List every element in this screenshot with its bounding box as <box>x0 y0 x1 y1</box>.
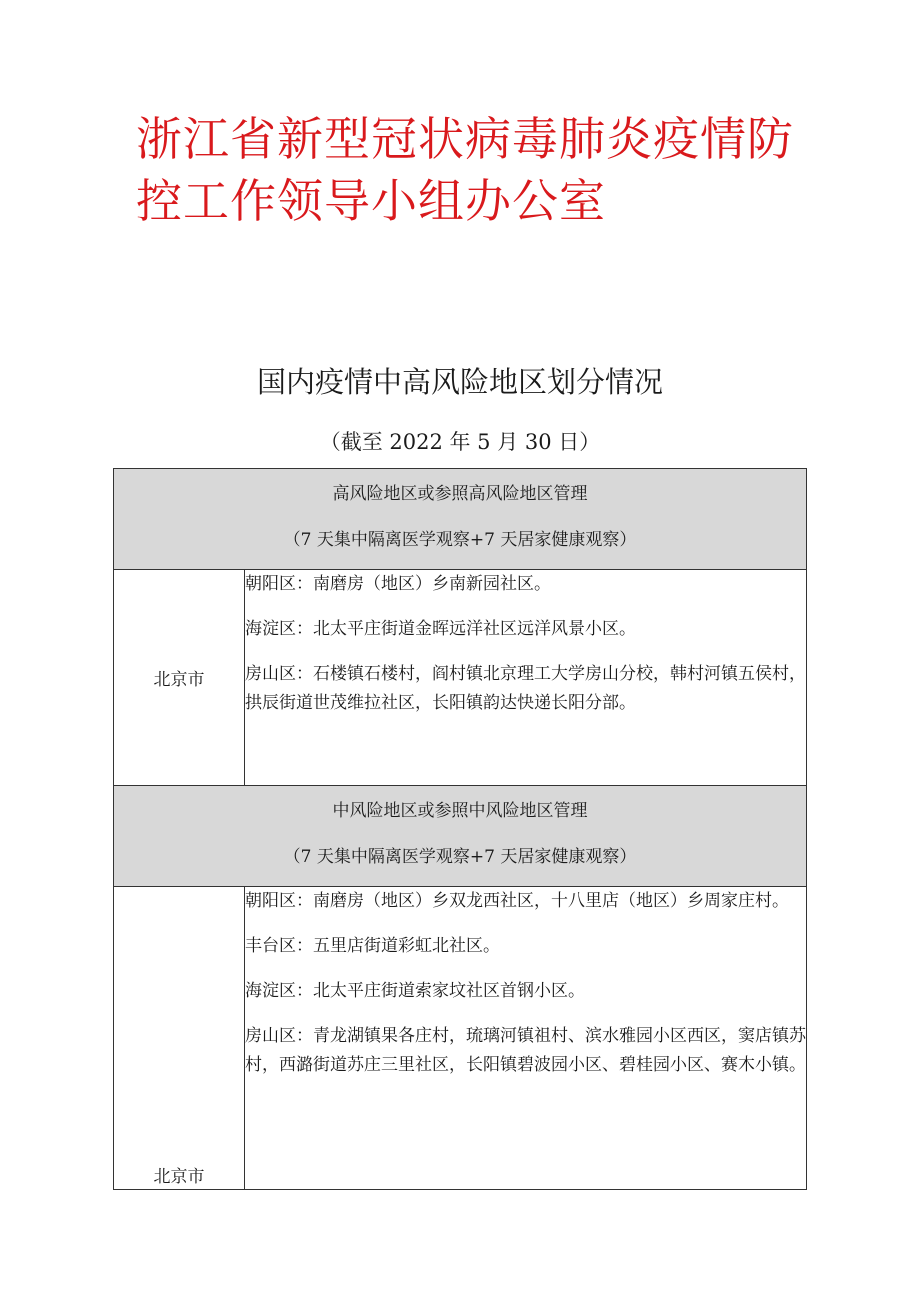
area-entry: 房山区：青龙湖镇果各庄村，琉璃河镇祖村、滨水雅园小区西区，窦店镇苏村，西潞街道苏庄三里社区，长阳镇碧波园小区、碧桂园小区、赛木小镇。 <box>245 1026 806 1075</box>
area-entry: 房山区：石楼镇石楼村，阎村镇北京理工大学房山分校，韩村河镇五侯村，拱辰街道世茂维拉社区，长阳镇韵达快递长阳分部。 <box>245 664 806 713</box>
document-date: （截至 2022 年 5 月 30 日） <box>319 430 601 454</box>
high-risk-city-row <box>114 570 807 786</box>
area-entry: 朝阳区：南磨房（地区）乡双龙西社区，十八里店（地区）乡周家庄村。 <box>245 891 789 911</box>
issuing-office-line-2: 控工作领导小组办公室 <box>136 174 606 228</box>
medium-risk-header-row <box>114 786 807 887</box>
medium-risk-heading: 中风险地区或参照中风险地区管理 <box>332 801 588 821</box>
risk-area-table <box>113 468 807 1190</box>
high-risk-heading: 高风险地区或参照高风险地区管理 <box>332 484 588 504</box>
area-entry: 海淀区：北太平庄街道金晖远洋社区远洋风景小区。 <box>245 619 636 639</box>
high-risk-section-header <box>114 469 807 570</box>
medium-risk-area-list <box>245 887 807 1190</box>
document-title: 国内疫情中高风险地区划分情况 <box>256 365 663 399</box>
high-risk-city-name: 北京市 <box>153 670 205 690</box>
area-entry: 丰台区：五里店街道彩虹北社区。 <box>245 936 500 956</box>
area-entry: 朝阳区：南磨房（地区）乡南新园社区。 <box>245 574 551 594</box>
medium-risk-section-header <box>114 786 807 887</box>
medium-risk-subheading: （7 天集中隔离医学观察+7 天居家健康观察） <box>283 847 637 867</box>
medium-risk-city-name: 北京市 <box>153 1167 205 1187</box>
high-risk-area-list <box>245 570 807 786</box>
area-entry: 海淀区：北太平庄街道索家坟社区首钢小区。 <box>245 981 585 1001</box>
issuing-office-header <box>136 108 806 232</box>
medium-risk-city-cell <box>114 887 245 1190</box>
high-risk-subheading: （7 天集中隔离医学观察+7 天居家健康观察） <box>283 530 637 550</box>
high-risk-header-row <box>114 469 807 570</box>
medium-risk-city-row <box>114 887 807 1190</box>
high-risk-city-cell <box>114 570 245 786</box>
issuing-office-line-1: 浙江省新型冠状病毒肺炎疫情防 <box>136 112 794 166</box>
